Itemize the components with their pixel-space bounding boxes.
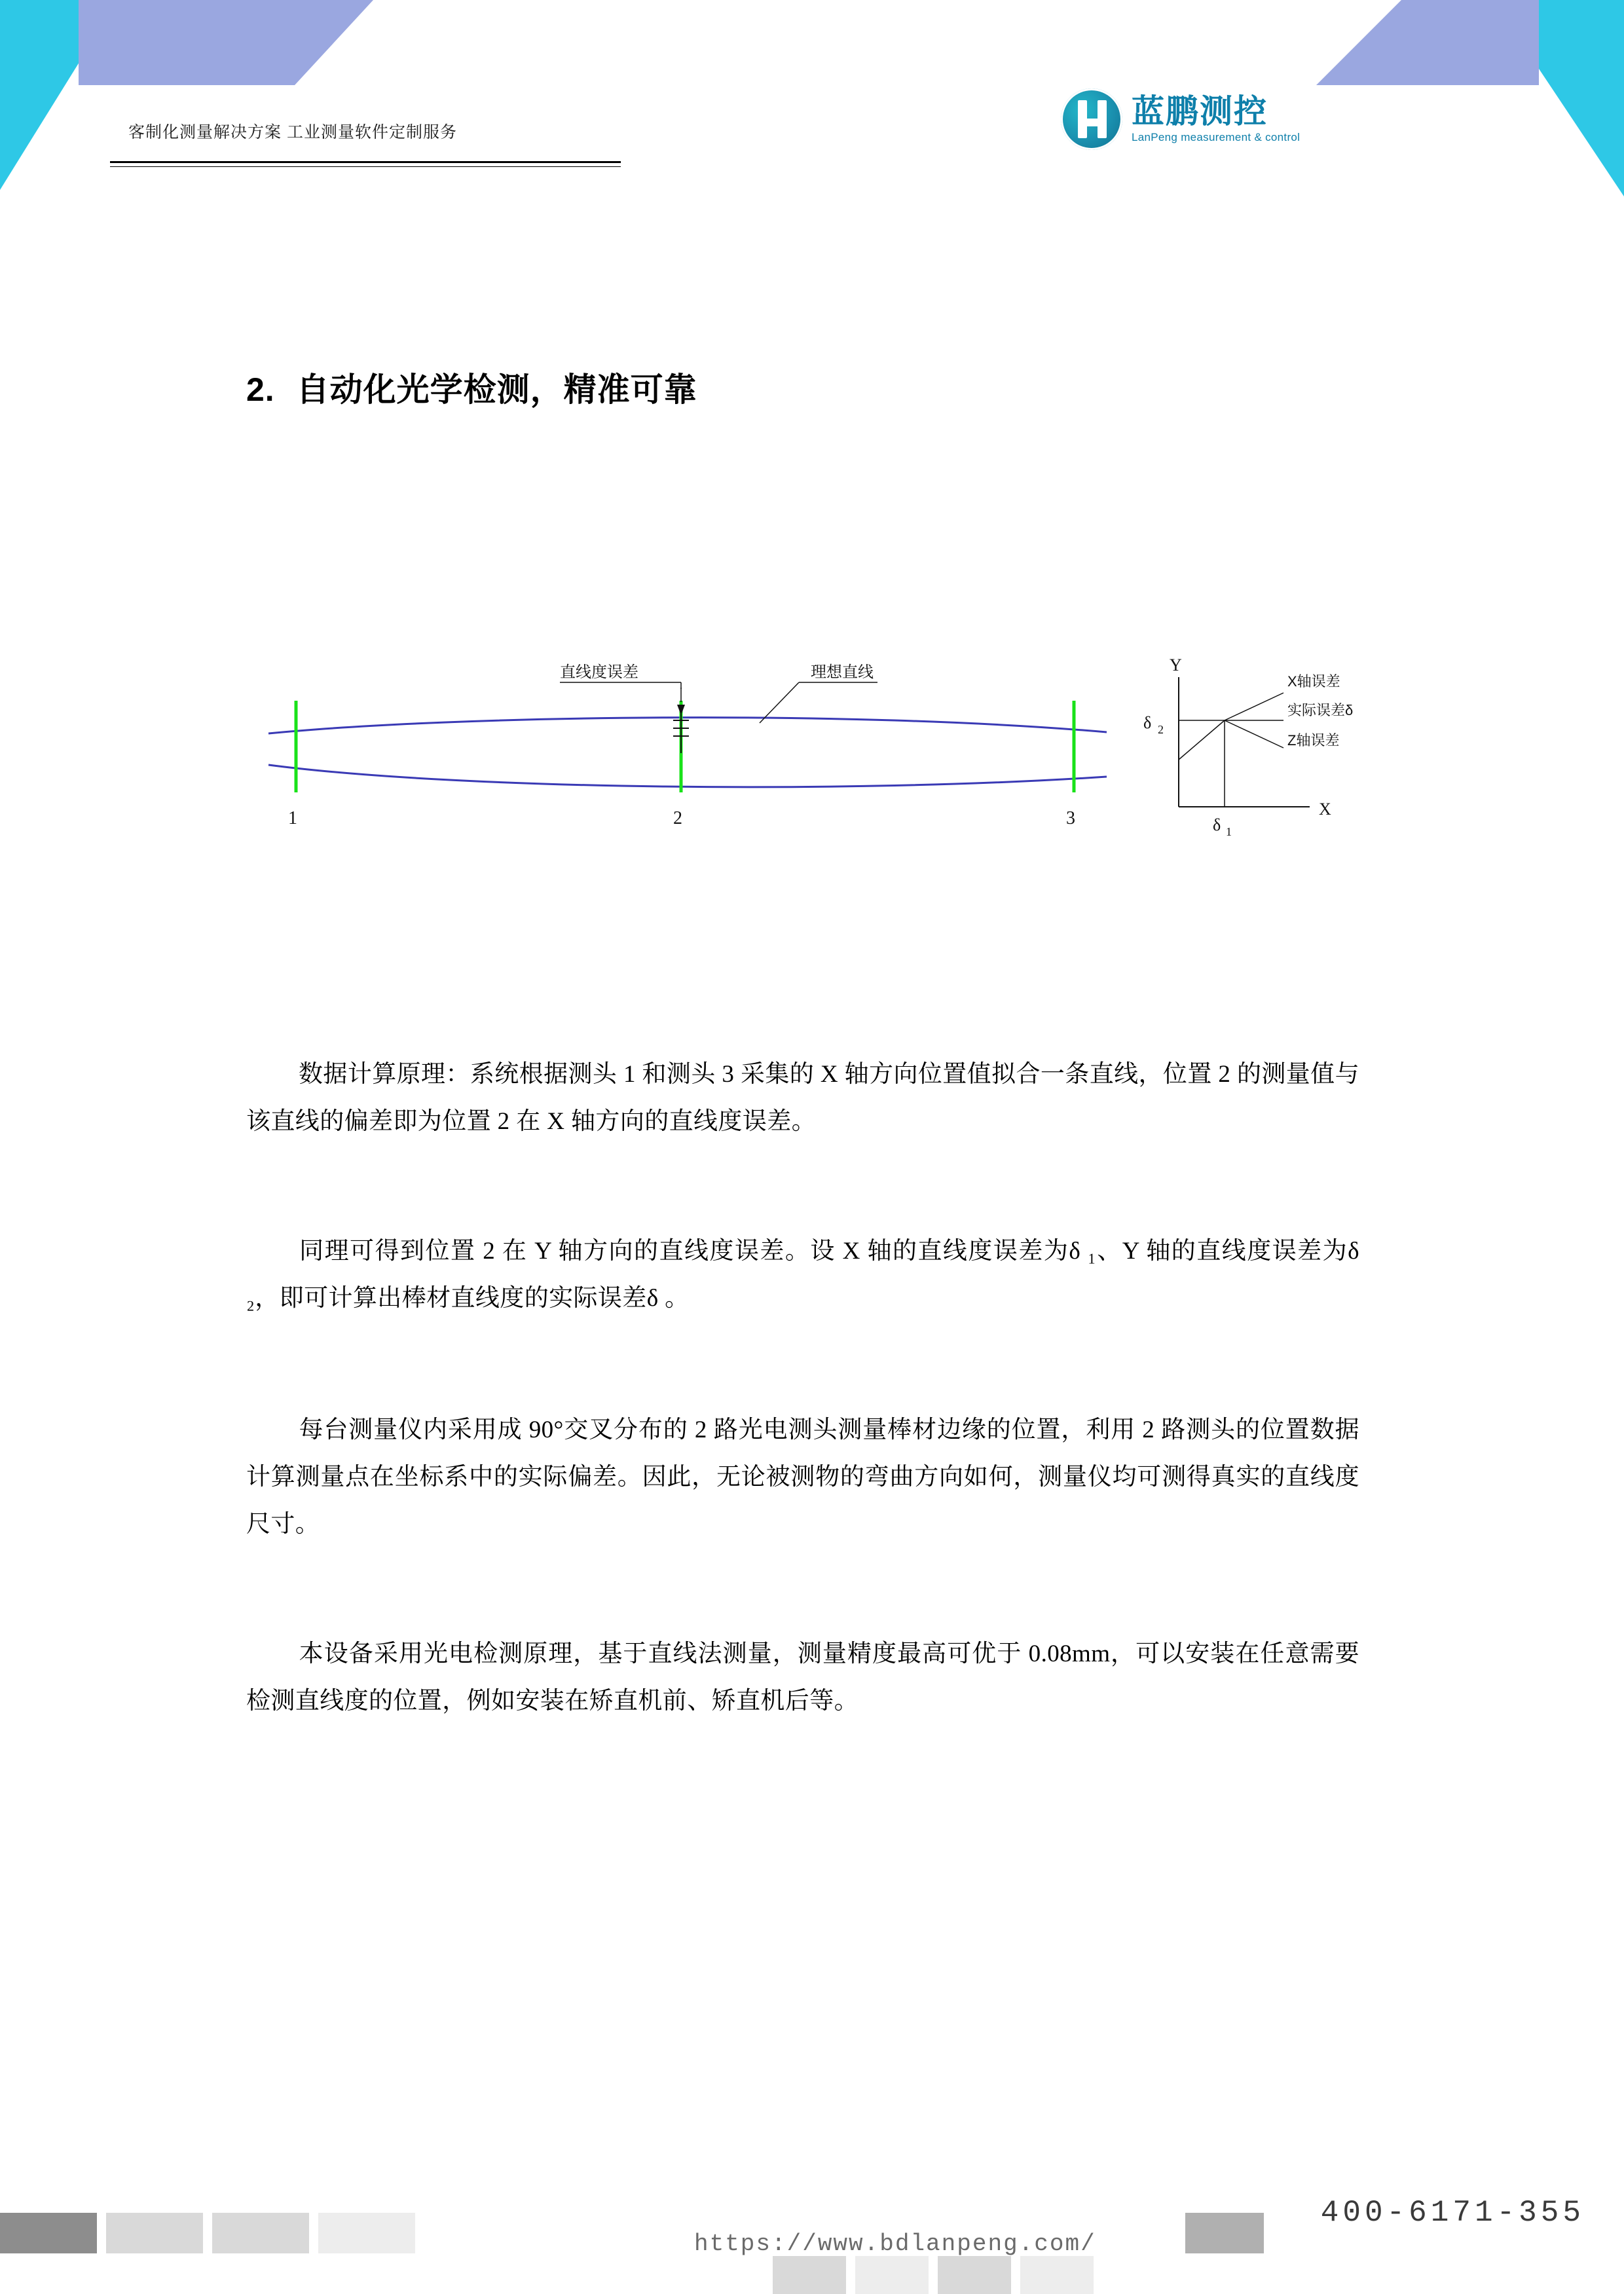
- footer-block-8: [938, 2256, 1011, 2294]
- svg-text:理想直线: 理想直线: [811, 663, 874, 681]
- footer-block-5: [1185, 2213, 1264, 2253]
- company-logo: [1061, 88, 1300, 150]
- paragraph-3-text: 每台测量仪内采用成 90°交叉分布的 2 路光电测头测量棒材边缘的位置，利用 2 路测头的位置数据计算测量点在坐标系中的实际偏差。因此，无论被测物的弯曲方向如何，测量仪均可测得真实的直线度尺寸。: [246, 1416, 1359, 1538]
- paragraph-1: [246, 1051, 1359, 1145]
- svg-text:实际误差δ: 实际误差δ: [1287, 702, 1354, 718]
- svg-text:直线度误差: 直线度误差: [560, 663, 638, 681]
- header-blue-left-rect: [79, 0, 295, 85]
- footer-website-link[interactable]: https://www.bdlanpeng.com/: [694, 2230, 1096, 2257]
- footer-block-7: [855, 2256, 929, 2294]
- svg-text:δ: δ: [1143, 713, 1152, 732]
- header-divider-thin: [110, 166, 621, 167]
- svg-text:X: X: [1319, 800, 1331, 819]
- logo-mark-icon: [1061, 88, 1122, 150]
- section-number: 2.: [246, 371, 275, 408]
- paragraph-2: [246, 1228, 1359, 1322]
- footer-block-4: [318, 2213, 415, 2253]
- svg-text:2: 2: [1158, 723, 1164, 736]
- header-blue-right-rect: [1401, 0, 1539, 85]
- svg-text:Z轴误差: Z轴误差: [1287, 732, 1340, 749]
- footer-block-2: [106, 2213, 203, 2253]
- footer-block-9: [1020, 2256, 1094, 2294]
- svg-text:X轴误差: X轴误差: [1287, 673, 1340, 690]
- header-divider: [110, 161, 621, 163]
- paragraph-2-text: 同理可得到位置 2 在 Y 轴方向的直线度误差。设 X 轴的直线度误差为δ ₁、Y 轴的直线度误差为δ ₂，即可计算出棒材直线度的实际误差δ 。: [246, 1238, 1359, 1312]
- footer-block-3: [212, 2213, 309, 2253]
- svg-text:δ: δ: [1213, 815, 1221, 834]
- header-blue-left-triangle: [295, 0, 373, 85]
- svg-text:2: 2: [673, 808, 682, 828]
- logo-name-en: LanPeng measurement & control: [1132, 131, 1301, 144]
- svg-text:1: 1: [288, 808, 297, 828]
- footer-phone-number: 400-6171-355: [1320, 2196, 1585, 2230]
- svg-text:1: 1: [1226, 825, 1232, 838]
- svg-text:3: 3: [1066, 808, 1075, 828]
- footer-block-6: [773, 2256, 846, 2294]
- logo-name-cn: 蓝鹏测控: [1132, 92, 1268, 130]
- section-title: 自动化光学检测，精准可靠: [296, 371, 697, 408]
- paragraph-4: [246, 1631, 1359, 1725]
- footer-block-1: [0, 2213, 97, 2253]
- paragraph-4-text: 本设备采用光电检测原理，基于直线法测量，测量精度最高可优于 0.08mm，可以安装在任意需要检测直线度的位置，例如安装在矫直机前、矫直机后等。: [246, 1640, 1359, 1715]
- logo-text: [1132, 94, 1300, 145]
- straightness-diagram: [262, 655, 1388, 864]
- header-blue-right-triangle: [1316, 0, 1401, 85]
- page-title: [246, 363, 697, 411]
- page-footer: [0, 2196, 1624, 2294]
- header-slogan: 客制化测量解决方案 工业测量软件定制服务: [128, 123, 457, 141]
- svg-text:Y: Y: [1170, 656, 1182, 675]
- paragraph-1-text: 数据计算原理：系统根据测头 1 和测头 3 采集的 X 轴方向位置值拟合一条直线，位置 2 的测量值与该直线的偏差即为位置 2 在 X 轴方向的直线度误差。: [246, 1061, 1359, 1136]
- paragraph-3: [246, 1407, 1359, 1548]
